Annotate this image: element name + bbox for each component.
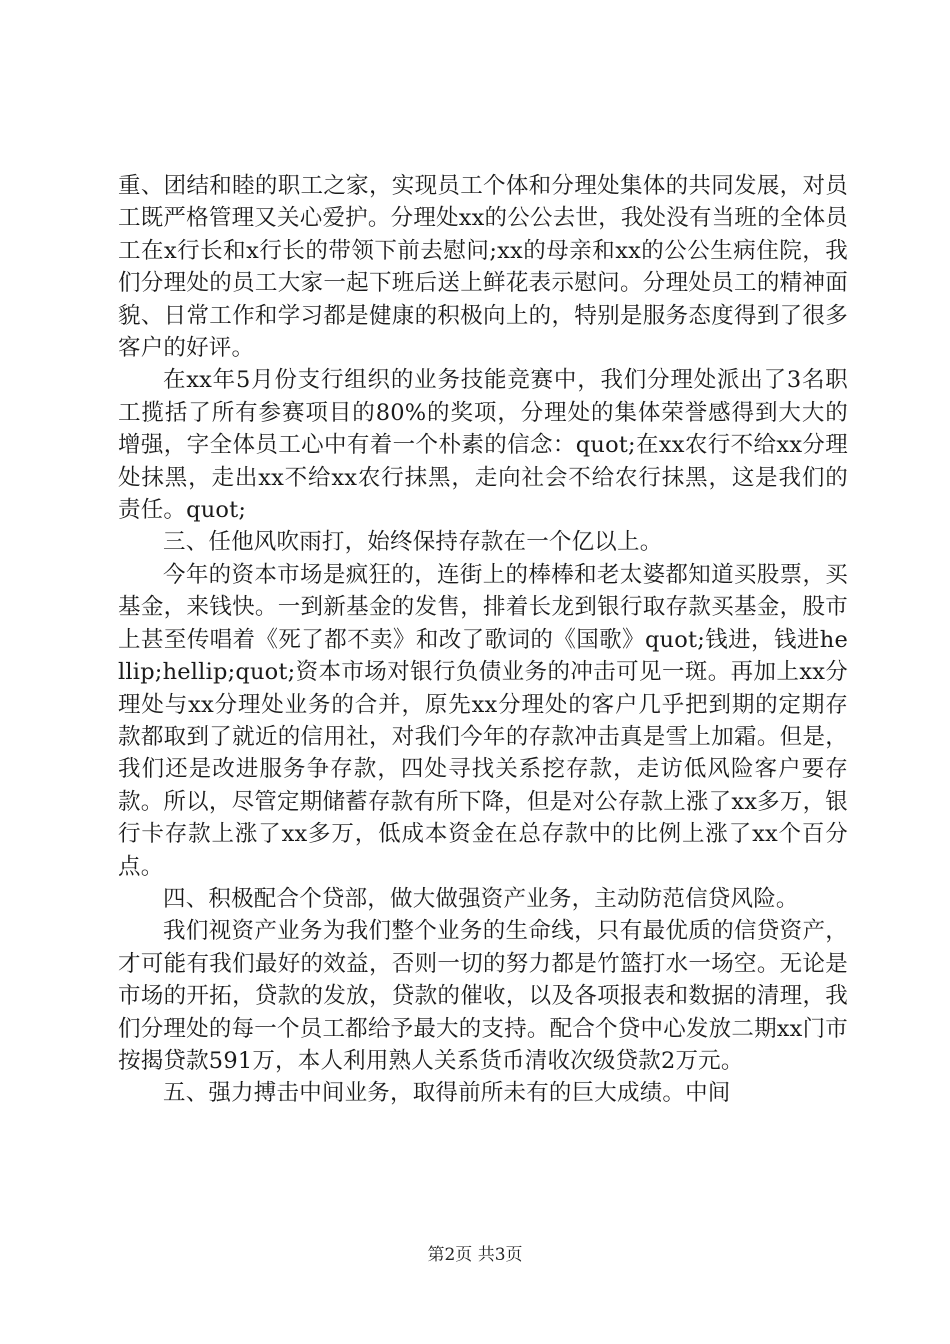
paragraph-family-care: 重、团结和睦的职工之家，实现员工个体和分理处集体的共同发展，对员工既严格管理又关心爱护。分理处xx的公公去世，我处没有当班的全体员工在x行长和x行长的带领下前去慰问;xx的母亲和xx的公公生病住院，我们分理处的员工大家一起下班后送上鲜花表示慰问。分理处员工的精神面貌、日常工作和学习都是健康的积极向上的，特别是服务态度得到了很多客户的好评。 bbox=[118, 173, 848, 362]
heading-section-three: 三、任他风吹雨打，始终保持存款在一个亿以上。 bbox=[163, 529, 663, 556]
page-number-footer: 第2页 共3页 bbox=[427, 1245, 523, 1265]
paragraph-capital-market: 今年的资本市场是疯狂的，连街上的棒棒和老太婆都知道买股票，买基金，来钱快。一到新基金的发售，排着长龙到银行取存款买基金，股市上甚至传唱着《死了都不卖》和改了歌词的《国歌》quot;钱进，钱进hellip;hellip;quot;资本市场对银行负债业务的冲击可见一斑。再加上xx分理处与xx分理处业务的合并，原先xx分理处的客户几乎把到期的定期存款都取到了就近的信用社，对我们今年的存款冲击真是雪上加霜。但是，我们还是改进服务争存款，四处寻找关系挖存款，走访低风险客户要存款。所以，尽管定期储蓄存款有所下降，但是对公存款上涨了xx多万，银行卡存款上涨了xx多万，低成本资金在总存款中的比例上涨了xx个百分点。 bbox=[118, 561, 848, 880]
paragraph-skill-contest: 在xx年5月份支行组织的业务技能竞赛中，我们分理处派出了3名职工揽括了所有参赛项目的80%的奖项，分理处的集体荣誉感得到大大的增强，字全体员工心中有着一个朴素的信念：quot;在xx农行不给xx分理处抹黑，走出xx不给xx农行抹黑，走向社会不给农行抹黑，这是我们的责任。quot; bbox=[118, 367, 848, 524]
paragraph-asset-business: 我们视资产业务为我们整个业务的生命线，只有最优质的信贷资产，才可能有我们最好的效益，否则一切的努力都是竹篮打水一场空。无论是市场的开拓，贷款的发放，贷款的催收，以及各项报表和数据的清理，我们分理处的每一个员工都给予最大的支持。配合个贷中心发放二期xx门市按揭贷款591万，本人利用熟人关系货币清收次级贷款2万元。 bbox=[118, 918, 848, 1074]
heading-section-five: 五、强力搏击中间业务，取得前所未有的巨大成绩。中间 bbox=[163, 1080, 731, 1107]
heading-section-four: 四、积极配合个贷部，做大做强资产业务，主动防范信贷风险。 bbox=[163, 885, 799, 912]
document-body bbox=[118, 170, 848, 1110]
